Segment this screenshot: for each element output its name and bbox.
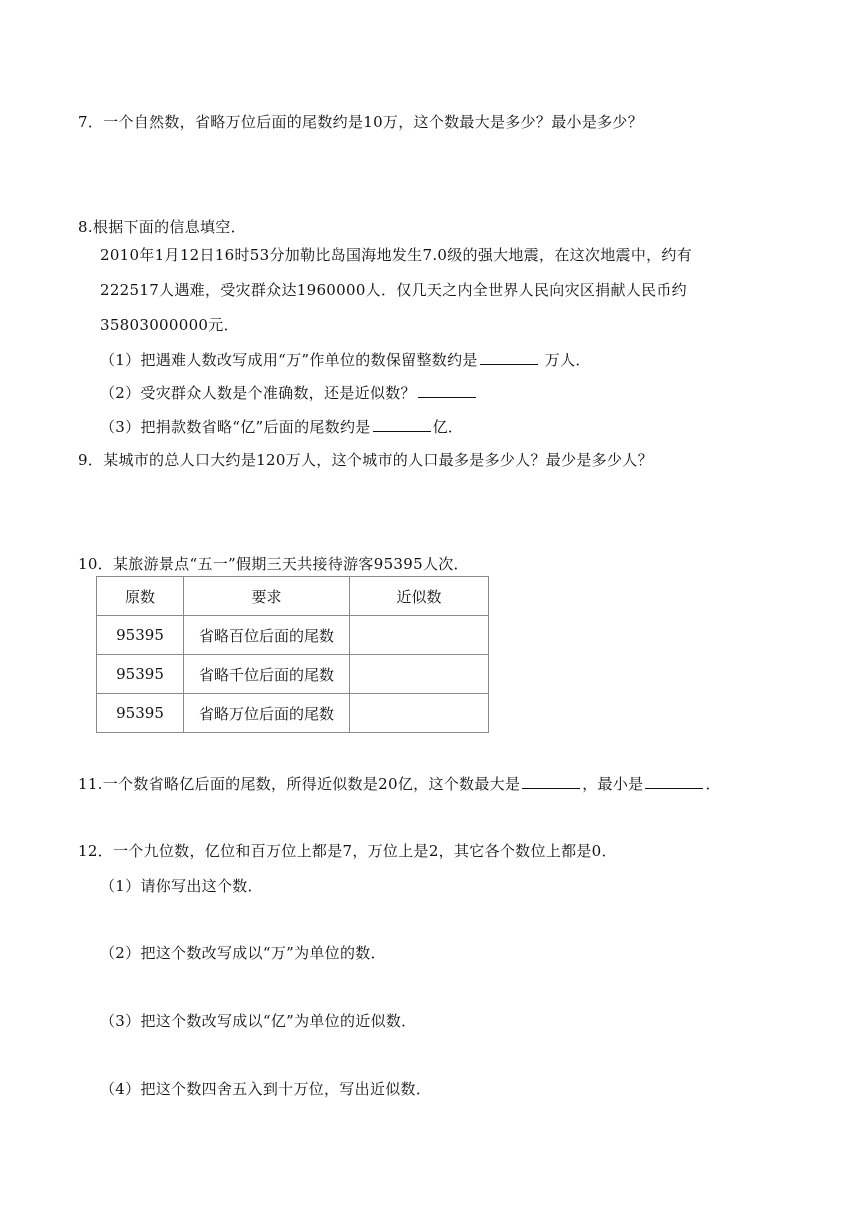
question-9: 9．某城市的总人口大约是120万人，这个城市的人口最多是多少人？最少是多少人？: [78, 451, 653, 469]
approximation-table: [96, 576, 489, 733]
question-11-text: 11.一个数省略亿后面的尾数，所得近似数是20亿，这个数最大是: [78, 775, 521, 793]
question-12-sub-1: （1）请你写出这个数．: [100, 877, 263, 895]
table-row: [97, 694, 489, 733]
question-8-sub-1: [100, 349, 591, 370]
question-8-sub-3-unit: 亿．: [432, 418, 464, 436]
answer-blank[interactable]: [522, 773, 580, 789]
question-8-paragraph-line-2: 222517人遇难，受灾群众达1960000人．仅几天之内全世界人民向灾区捐献人民币约: [100, 281, 687, 299]
table-header-cell: 原数: [97, 577, 184, 616]
table-row: [97, 655, 489, 694]
question-12-sub-4: （4）把这个数四舍五入到十万位，写出近似数．: [100, 1080, 432, 1098]
table-row: [97, 616, 489, 655]
table-cell-number: 95395: [97, 616, 184, 655]
table-cell-approx[interactable]: [350, 655, 489, 694]
question-8-title: 8.根据下面的信息填空．: [78, 218, 246, 236]
table-cell-approx[interactable]: [350, 694, 489, 733]
question-8-sub-1-text: （1）把遇难人数改写成用“万”作单位的数保留整数约是: [100, 351, 478, 369]
question-8-paragraph-line-1: 2010年1月12日16时53分加勒比岛国海地发生7.0级的强大地震，在这次地震中，约有: [100, 246, 693, 264]
question-8-sub-1-unit: 万人．: [544, 351, 591, 369]
question-8-sub-2-text: （2）受灾群众人数是个准确数，还是近似数？: [100, 384, 416, 402]
question-8-sub-3-text: （3）把捐款数省略“亿”后面的尾数约是: [100, 418, 371, 436]
question-12-sub-2: （2）把这个数改写成以“万”为单位的数．: [100, 944, 386, 962]
table-cell-number: 95395: [97, 694, 184, 733]
question-11: [78, 773, 721, 794]
table-cell-number: 95395: [97, 655, 184, 694]
question-11-text-middle: ，最小是: [582, 775, 644, 793]
table-cell-requirement: 省略百位后面的尾数: [184, 616, 350, 655]
question-11-text-end: ．: [705, 775, 721, 793]
question-12-sub-3: （3）把这个数改写成以“亿”为单位的近似数．: [100, 1012, 417, 1030]
question-8-sub-3: [100, 416, 463, 437]
table-cell-approx[interactable]: [350, 616, 489, 655]
answer-blank[interactable]: [373, 416, 431, 432]
table-header-row: [97, 577, 489, 616]
question-10: 10．某旅游景点“五一”假期三天共接待游客95395人次．: [78, 555, 469, 573]
question-8-paragraph-line-3: 35803000000元．: [100, 316, 239, 334]
table-cell-requirement: 省略万位后面的尾数: [184, 694, 350, 733]
table-header-cell: 近似数: [350, 577, 489, 616]
table-cell-requirement: 省略千位后面的尾数: [184, 655, 350, 694]
question-7: 7．一个自然数，省略万位后面的尾数约是10万，这个数最大是多少？最小是多少？: [78, 113, 644, 131]
table-header-cell: 要求: [184, 577, 350, 616]
answer-blank[interactable]: [480, 349, 538, 365]
answer-blank[interactable]: [645, 773, 703, 789]
question-8-sub-2: [100, 382, 478, 403]
question-12: 12．一个九位数，亿位和百万位上都是7，万位上是2，其它各个数位上都是0．: [78, 842, 617, 860]
answer-blank[interactable]: [418, 382, 476, 398]
